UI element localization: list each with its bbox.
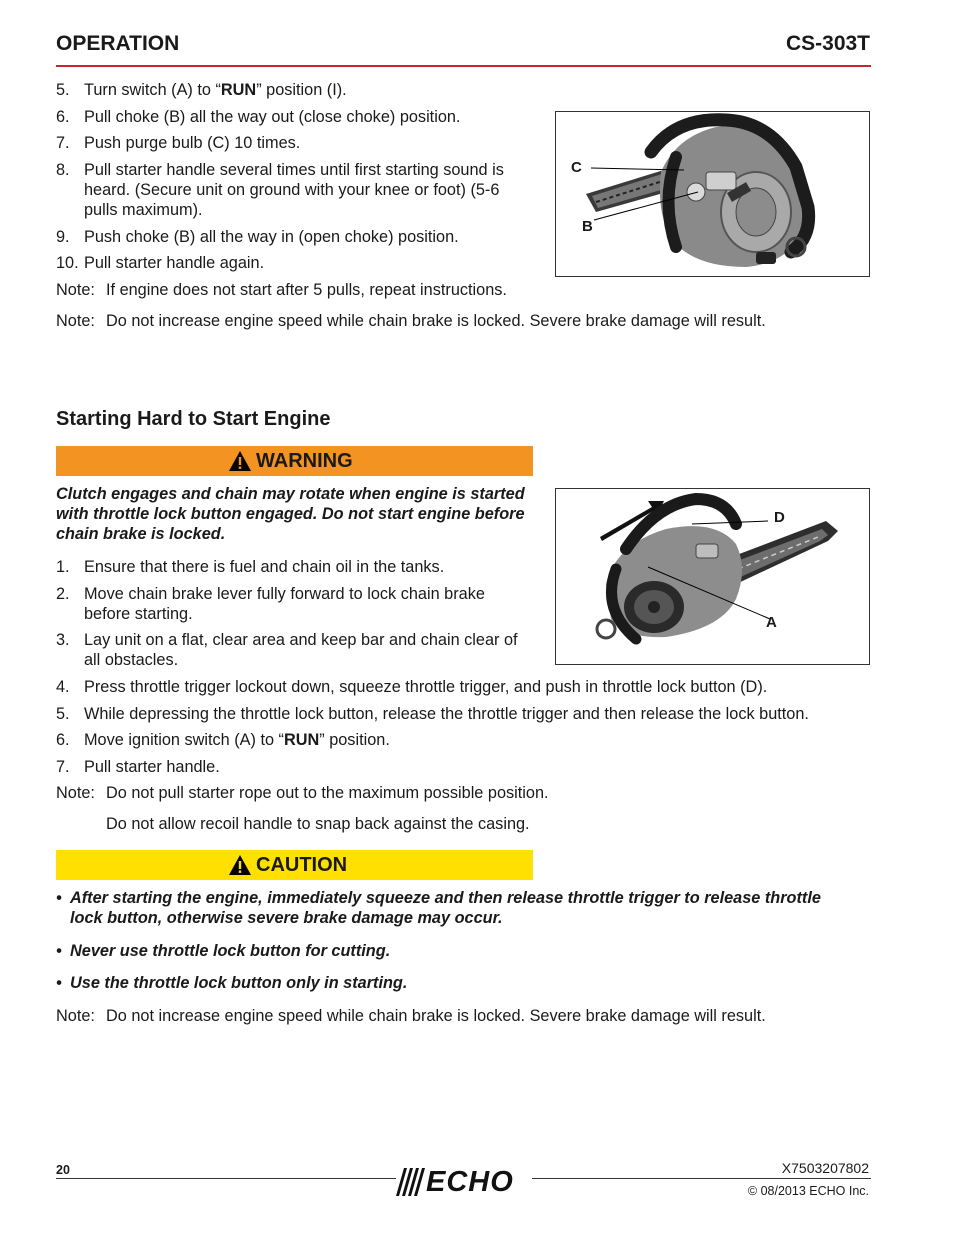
step-number: 7. [56,134,70,152]
note-text: If engine does not start after 5 pulls, repeat instructions. [106,281,507,299]
note [56,311,866,331]
chainsaw-illustration-icon [556,489,869,664]
section-title: Starting Hard to Start Engine [56,408,331,430]
step-item [56,80,546,100]
bullet-text: Use the throttle lock button only in starting. [70,974,408,992]
figure-chainsaw-throttle-lock [555,488,870,665]
step-text: pulls maximum). [84,201,203,219]
warning-line: Clutch engages and chain may rotate when engine is started [56,485,525,503]
callout-d: D [774,509,785,526]
note-label: Note: [56,1007,95,1025]
note-text: Do not pull starter rope out to the maximum possible position. [106,784,549,802]
step-number: 7. [56,758,70,776]
step-text: Pull starter handle again. [84,254,265,272]
warning-triangle-icon [228,450,252,472]
step-text: Move ignition switch (A) to “RUN” position. [84,731,390,749]
note-label: Note: [56,312,95,330]
step-number: 5. [56,705,70,723]
step-item [56,557,546,577]
figure-chainsaw-choke [555,111,870,277]
callout-a: A [766,614,777,631]
step-number: 6. [56,731,70,749]
footer-rule-right [532,1178,871,1179]
step-text: Pull starter handle. [84,758,220,776]
step-number: 10. [56,254,79,272]
header-rule [56,65,871,67]
step-item [56,730,871,750]
section-header-title: OPERATION [56,32,180,55]
footer-rule-left [56,1178,396,1179]
step-item [56,107,546,127]
note [56,783,871,803]
document-number: X7503207802 [781,1160,869,1176]
step-text: Lay unit on a flat, clear area and keep bar and chain clear of [84,631,518,649]
note-continuation [56,814,871,834]
step-text: Pull starter handle several times until first starting sound is [84,161,504,179]
warning-text [56,484,546,546]
note [56,280,546,300]
page-number: 20 [56,1163,70,1177]
caution-bullet [56,941,871,961]
step-text: heard. (Secure unit on ground with your knee or foot) (5-6 [84,181,500,199]
bullet-icon: • [56,889,62,907]
caution-bullet [56,973,871,993]
warning-banner [56,446,533,476]
note-label: Note: [56,784,95,802]
note-text: Do not increase engine speed while chain brake is locked. Severe brake damage will result. [106,312,766,330]
model-number: CS-303T [785,32,870,55]
step-text: Press throttle trigger lockout down, squeeze throttle trigger, and push in throttle lock button (D). [84,678,768,696]
bullet-icon: • [56,942,62,960]
copyright: © 08/2013 ECHO Inc. [747,1184,869,1198]
step-text: Ensure that there is fuel and chain oil in the tanks. [84,558,445,576]
step-item [56,133,546,153]
step-item [56,757,871,777]
note [56,1006,871,1026]
step-item [56,630,546,672]
callout-c: C [571,159,582,176]
callout-b: B [582,218,593,235]
step-item [56,677,871,697]
step-number: 6. [56,108,70,126]
step-item [56,253,546,273]
note-label: Note: [56,281,95,299]
step-number: 3. [56,631,70,649]
step-number: 4. [56,678,70,696]
caution-bullet [56,888,871,930]
step-text: While depressing the throttle lock button, release the throttle trigger and then release the lock button. [84,705,809,723]
warning-line: chain brake is locked. [56,525,226,543]
step-item [56,704,871,724]
step-number: 8. [56,161,70,179]
note-text: Do not increase engine speed while chain brake is locked. Severe brake damage will result. [106,1007,766,1025]
warning-label: WARNING [256,449,353,472]
bullet-text: Never use throttle lock button for cutting. [70,942,391,960]
bullet-text: After starting the engine, immediately squeeze and then release throttle trigger to release throttle [70,889,821,907]
step-text: Move chain brake lever fully forward to lock chain brake [84,585,485,603]
step-text: Push purge bulb (C) 10 times. [84,134,301,152]
step-number: 2. [56,585,70,603]
bullet-text: lock button, otherwise severe brake damage may occur. [70,909,503,927]
logo-text: ECHO [426,1166,514,1198]
warning-triangle-icon [228,854,252,876]
bullet-icon: • [56,974,62,992]
chainsaw-illustration-icon [556,112,869,276]
step-item [56,227,546,247]
note-text: Do not allow recoil handle to snap back against the casing. [106,815,530,833]
step-item [56,160,546,222]
step-text: before starting. [84,605,193,623]
echo-logo [394,1166,534,1198]
step-item [56,584,546,626]
step-number: 1. [56,558,70,576]
step-text: Turn switch (A) to “RUN” position (I). [84,81,347,99]
step-number: 5. [56,81,70,99]
warning-line: with throttle lock button engaged. Do not start engine before [56,505,525,523]
step-text: all obstacles. [84,651,179,669]
caution-banner [56,850,533,880]
step-text: Push choke (B) all the way in (open choke) position. [84,228,459,246]
step-number: 9. [56,228,70,246]
step-text: Pull choke (B) all the way out (close choke) position. [84,108,461,126]
caution-label: CAUTION [256,853,348,876]
